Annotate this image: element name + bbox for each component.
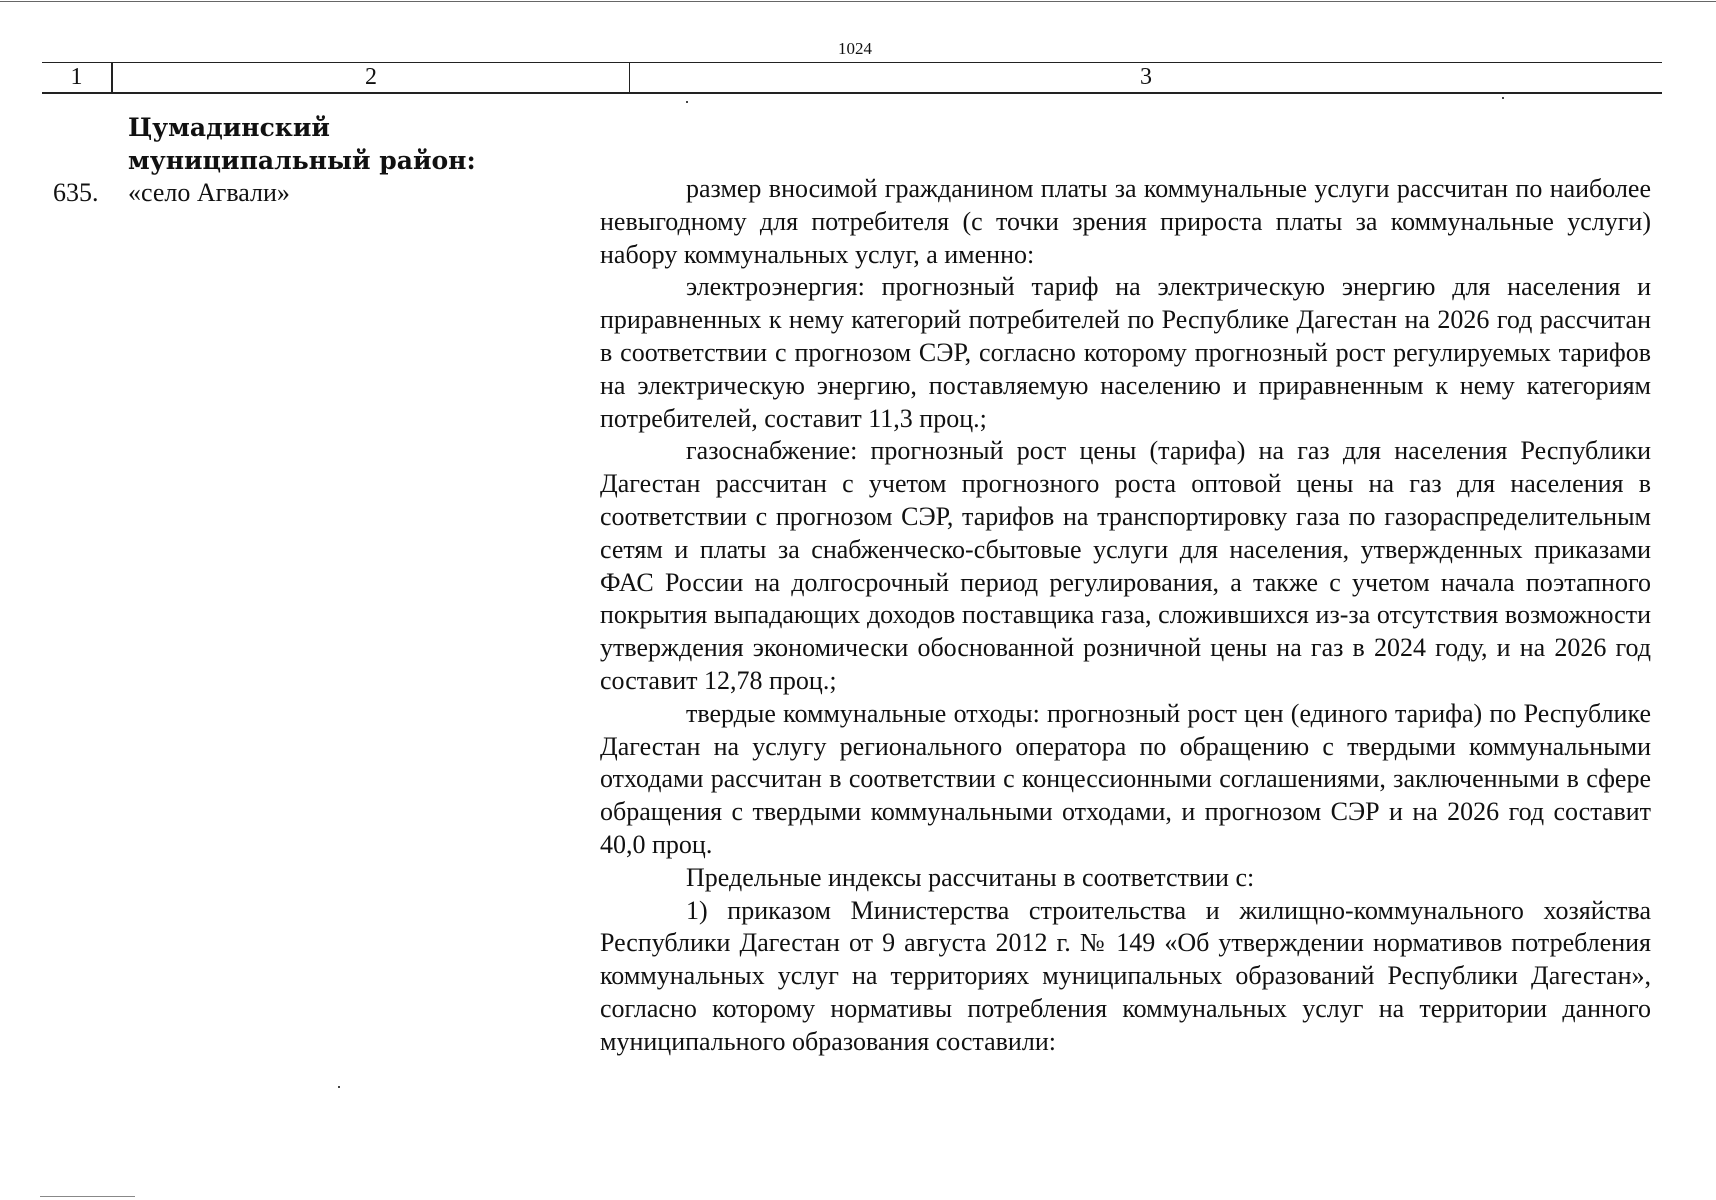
column-header-1: 1	[42, 63, 112, 92]
paragraph-solid-waste: твердые коммунальные отходы: прогнозный рост цен (единого тарифа) по Республике Дагестан на услугу регионального оператора по обращению с твердыми коммунальными отходами рассчитан в соответствии с концессионными соглашениями, заключенными в сфере обращения с твердыми коммунальными отходами, и прогнозом СЭР и на 2026 год составит 40,0 проц.	[600, 698, 1651, 859]
top-page-rule	[0, 1, 1716, 2]
column-header-3: 3	[1140, 64, 1152, 90]
paragraph-gas-supply: газоснабжение: прогнозный рост цены (тарифа) на газ для населения Республики Дагестан рассчитан с учетом прогнозного роста оптовой цены на газ для населения в соответствии с прогнозом СЭР, тарифов на транспортировку газа по газораспределительным сетям и платы за снабженческо-сбытовые услуги для населения, утвержденных приказами ФАС России на долгосрочный период регулирования, а также с учетом начала поэтапного покрытия выпадающих доходов поставщика газа, сложившихся из-за отсутствия возможности утверждения экономически обоснованной розничной цены на газ в 2024 году, и на 2026 год составит 12,78 проц.;	[600, 436, 1651, 695]
page-number: 1024	[838, 39, 872, 58]
paragraph-electricity: электроэнергия: прогнозный тариф на электрическую энергию для населения и приравненных к нему категорий потребителей по Республике Дагестан на 2026 год рассчитан в соответствии с прогнозом СЭР, согласно которому прогнозный рост регулируемых тарифов на электрическую энергию, поставляемую населению и приравненным к нему категориям потребителей, составит 11,3 проц.;	[600, 272, 1651, 433]
row-number: 635.	[53, 178, 99, 207]
scan-speck	[40, 1196, 135, 1197]
column-header-2: 2	[112, 63, 630, 92]
scan-speck	[1502, 97, 1504, 99]
settlement-name: «село Агвали»	[128, 178, 290, 207]
row-description	[600, 173, 1651, 1059]
scan-speck	[338, 1086, 340, 1088]
column-header-row	[42, 62, 1662, 94]
paragraph-ministry-order: 1) приказом Министерства строительства и жилищно-коммунального хозяйства Республики Дагестан от 9 августа 2012 г. № 149 «Об утверждении нормативов потребления коммунальных услуг на территориях муниципальных образований Республики Дагестан», согласно которому нормативы потребления коммунальных услуг на территории данного муниципального образования составили:	[600, 895, 1651, 1056]
scan-speck	[686, 101, 688, 103]
paragraph-payment-basis: размер вносимой гражданином платы за коммунальные услуги рассчитан по наиболее невыгодному для потребителя (с точки зрения прироста платы за коммунальные услуги) набору коммунальных услуг, а именно:	[600, 174, 1651, 269]
paragraph-indices-intro: Предельные индексы рассчитаны в соответствии с:	[686, 862, 1255, 892]
district-title: Цумадинский муниципальный район:	[128, 113, 476, 175]
